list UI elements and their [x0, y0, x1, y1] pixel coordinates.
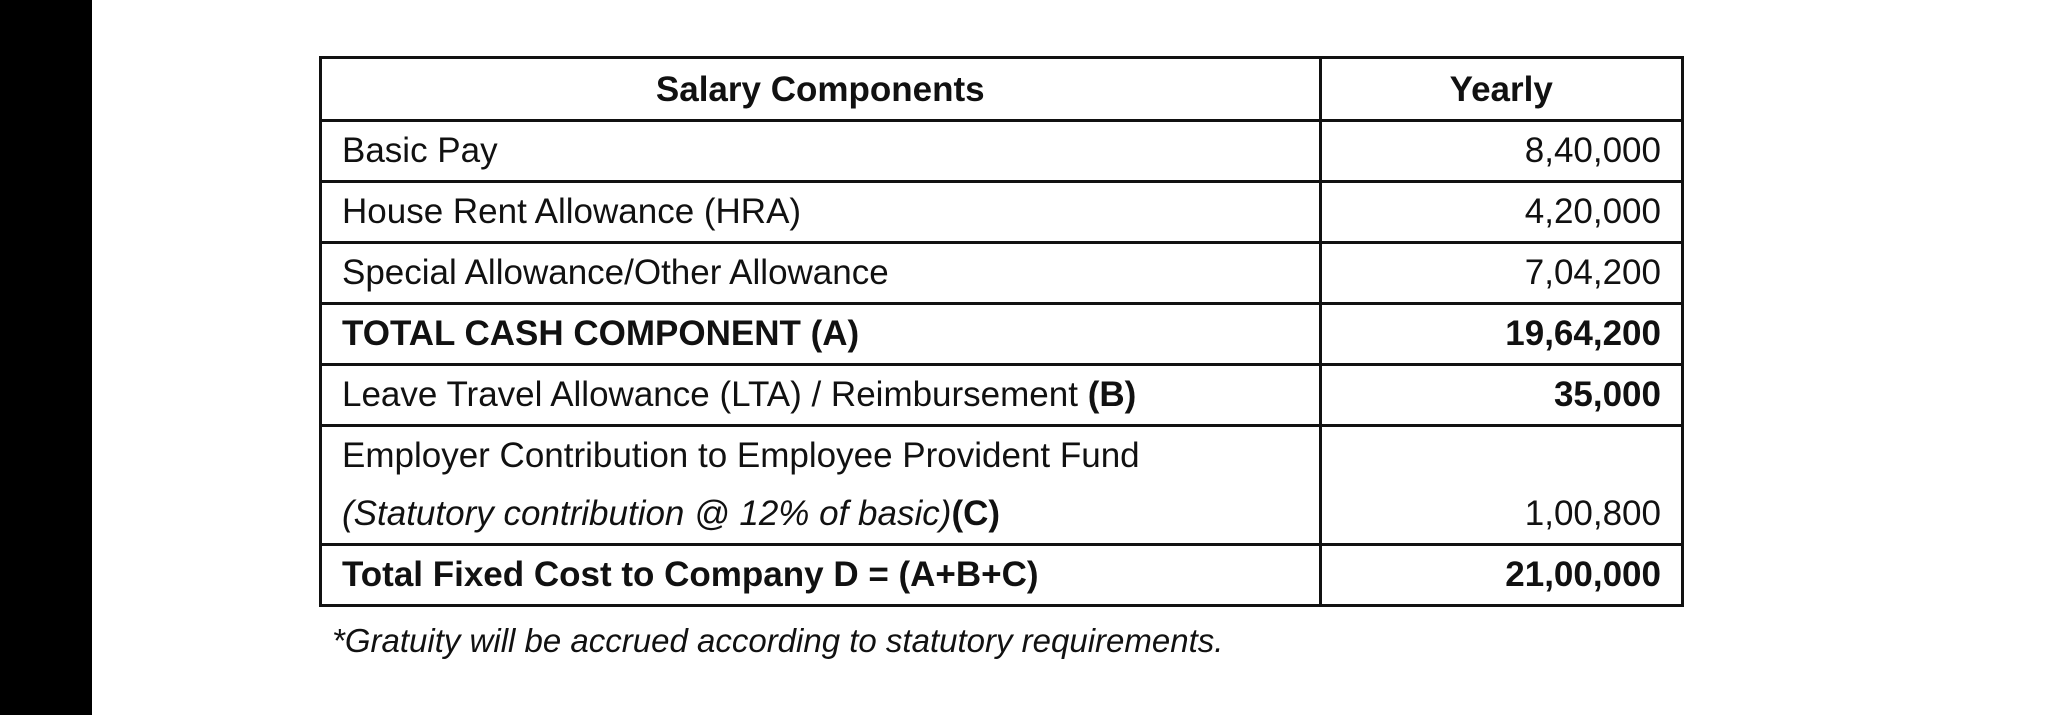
salary-components-table — [319, 56, 1684, 607]
row-label: Special Allowance/Other Allowance — [321, 243, 1321, 304]
table-header-row — [321, 58, 1683, 121]
row-value: 21,00,000 — [1320, 545, 1683, 606]
table-row-hra — [321, 182, 1683, 243]
header-salary-components: Salary Components — [321, 58, 1321, 121]
row-value: 35,000 — [1320, 365, 1683, 426]
row-value: 4,20,000 — [1320, 182, 1683, 243]
row-label: Basic Pay — [321, 121, 1321, 182]
row-label — [321, 365, 1321, 426]
row-label: TOTAL CASH COMPONENT (A) — [321, 304, 1321, 365]
row-label: Total Fixed Cost to Company D = (A+B+C) — [321, 545, 1321, 606]
table-row-basic-pay — [321, 121, 1683, 182]
pf-statutory-note: (Statutory contribution @ 12% of basic) — [342, 494, 952, 533]
table-row-lta — [321, 365, 1683, 426]
table-row-total-ctc — [321, 545, 1683, 606]
row-value: 1,00,800 — [1320, 426, 1683, 545]
gratuity-footnote: *Gratuity will be accrued according to statutory requirements. — [332, 622, 1224, 659]
row-value: 7,04,200 — [1320, 243, 1683, 304]
lta-label: Leave Travel Allowance (LTA) / Reimbursement — [342, 375, 1078, 414]
row-label: House Rent Allowance (HRA) — [321, 182, 1321, 243]
document-page — [92, 0, 2048, 715]
table-row-special-allowance — [321, 243, 1683, 304]
row-value: 8,40,000 — [1320, 121, 1683, 182]
table-row-employer-pf — [321, 426, 1683, 545]
pf-suffix: (C) — [951, 494, 1001, 533]
pf-label-line1: Employer Contribution to Employee Provident Fund — [342, 436, 1140, 475]
lta-suffix: (B) — [1087, 375, 1137, 414]
table-row-total-cash — [321, 304, 1683, 365]
row-value: 19,64,200 — [1320, 304, 1683, 365]
header-yearly: Yearly — [1320, 58, 1683, 121]
row-label — [321, 426, 1321, 545]
pf-label-line2 — [342, 485, 1299, 543]
